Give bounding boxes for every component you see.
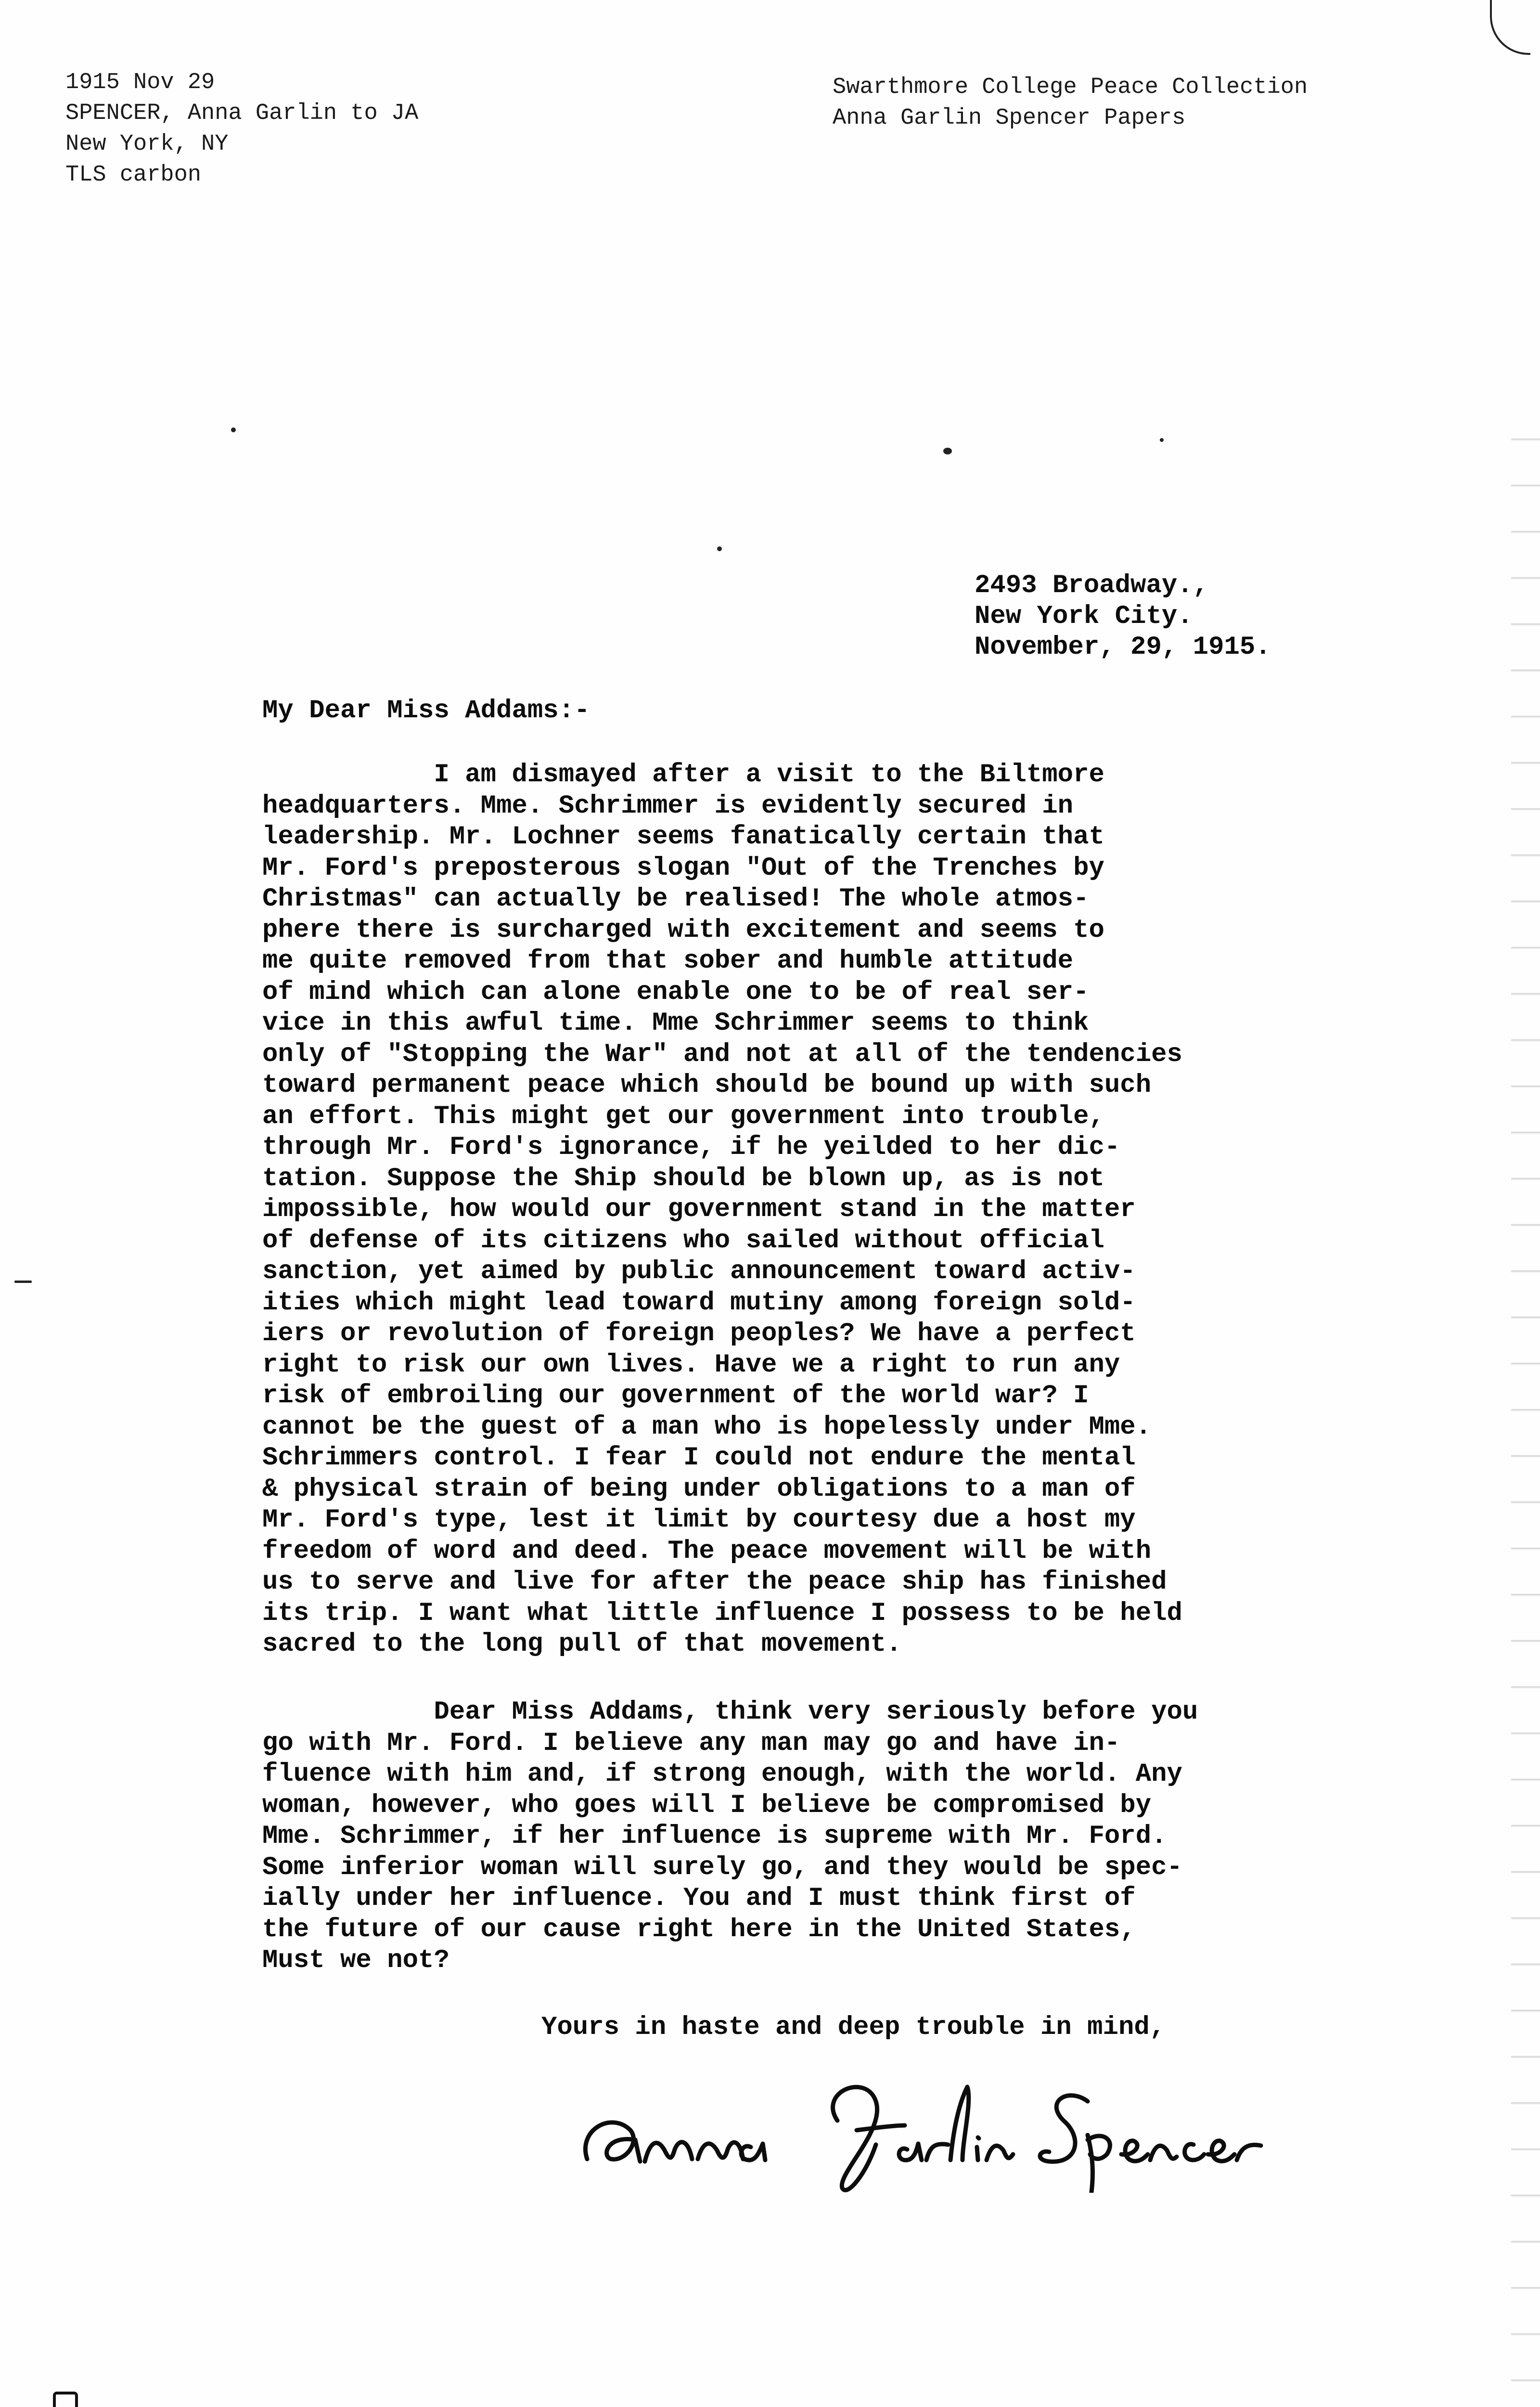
text-line: through Mr. Ford's ignorance, if he yeilded to her dic-: [262, 1133, 1120, 1162]
text-line: fluence with him and, if strong enough, with the world. Any: [262, 1760, 1182, 1789]
scan-edge-noise-right: [1511, 395, 1540, 2407]
text-line: freedom of word and deed. The peace movement will be with: [262, 1536, 1152, 1566]
archive-collection-info: [833, 72, 1308, 134]
text-line: sacred to the long pull of that movement.: [262, 1630, 902, 1659]
text-line: tation. Suppose the Ship should be blown up, as is not: [262, 1164, 1104, 1193]
text-line: sanction, yet aimed by public announcement toward activ-: [262, 1257, 1136, 1286]
text-line: risk of embroiling our government of the world war? I: [262, 1381, 1089, 1411]
archive-date: 1915 Nov 29: [65, 70, 215, 95]
archive-catalog-info: [65, 67, 418, 191]
archive-papers-name: Anna Garlin Spencer Papers: [833, 105, 1186, 131]
text-line: & physical strain of being under obligations to a man of: [262, 1474, 1136, 1504]
text-line: Christmas" can actually be realised! The whole atmos-: [262, 884, 1089, 914]
text-line: ially under her influence. You and I must think first of: [262, 1884, 1136, 1913]
text-line: an effort. This might get our government into trouble,: [262, 1101, 1104, 1131]
archive-format: TLS carbon: [65, 162, 202, 188]
text-line: vice in this awful time. Mme Schrimmer seems to think: [262, 1009, 1089, 1038]
text-line: cannot be the guest of a man who is hopelessly under Mme.: [262, 1412, 1152, 1442]
text-line: right to risk our own lives. Have we a right to run any: [262, 1350, 1120, 1380]
text-line: me quite removed from that sober and humble attitude: [262, 946, 1074, 976]
sender-address: [975, 570, 1271, 663]
text-line: leadership. Mr. Lochner seems fanatically certain that: [262, 822, 1104, 852]
text-line: of mind which can alone enable one to be of real ser-: [262, 977, 1089, 1007]
scan-speck: [717, 546, 722, 551]
text-line: ities which might lead toward mutiny among foreign sold-: [262, 1288, 1136, 1318]
binder-clip-mark: [53, 2392, 78, 2407]
text-line: toward permanent peace which should be bound up with such: [262, 1071, 1152, 1100]
text-line: woman, however, who goes will I believe be compromised by: [262, 1790, 1152, 1820]
text-line: Schrimmers control. I fear I could not endure the mental: [262, 1443, 1136, 1473]
text-line: phere there is surcharged with excitement and seems to: [262, 915, 1104, 945]
text-line: iers or revolution of foreign peoples? We have a perfect: [262, 1319, 1136, 1348]
text-line: impossible, how would our government stand in the matter: [262, 1195, 1136, 1224]
scan-speck: [14, 1281, 32, 1283]
scan-speck: [1160, 438, 1164, 442]
closing-line: Yours in haste and deep trouble in mind,: [541, 2013, 1166, 2042]
text-line: headquarters. Mme. Schrimmer is evidently secured in: [262, 791, 1074, 821]
text-line: Dear Miss Addams, think very seriously before you: [262, 1697, 1198, 1727]
archive-collection-name: Swarthmore College Peace Collection: [833, 75, 1308, 100]
address-city: New York City.: [975, 602, 1193, 631]
text-line: its trip. I want what little influence I possess to be held: [262, 1598, 1182, 1628]
archive-place: New York, NY: [65, 131, 229, 157]
paragraph-2: [262, 1697, 1198, 1977]
handwritten-signature: [568, 2058, 1405, 2193]
text-line: of defense of its citizens who sailed without official: [262, 1226, 1104, 1255]
text-line: go with Mr. Ford. I believe any man may go and have in-: [262, 1728, 1120, 1758]
scan-speck: [231, 427, 236, 432]
letter-date: November, 29, 1915.: [975, 633, 1271, 662]
paragraph-1: [262, 760, 1182, 1660]
text-line: the future of our cause right here in the United States,: [262, 1915, 1136, 1944]
text-line: I am dismayed after a visit to the Biltmore: [262, 760, 1104, 789]
address-street: 2493 Broadway.,: [975, 571, 1209, 600]
text-line: us to serve and live for after the peace ship has finished: [262, 1567, 1167, 1597]
text-line: Must we not?: [262, 1946, 449, 1975]
salutation: My Dear Miss Addams:-: [262, 696, 590, 725]
text-line: Some inferior woman will surely go, and they would be spec-: [262, 1852, 1182, 1882]
archive-correspondents: SPENCER, Anna Garlin to JA: [65, 101, 419, 126]
page-corner-mark: [1490, 0, 1530, 55]
text-line: Mme. Schrimmer, if her influence is supreme with Mr. Ford.: [262, 1822, 1167, 1851]
text-line: only of "Stopping the War" and not at all of the tendencies: [262, 1039, 1182, 1069]
text-line: Mr. Ford's type, lest it limit by courtesy due a host my: [262, 1505, 1136, 1535]
scan-speck: [943, 448, 952, 454]
text-line: Mr. Ford's preposterous slogan "Out of the Trenches by: [262, 853, 1104, 883]
